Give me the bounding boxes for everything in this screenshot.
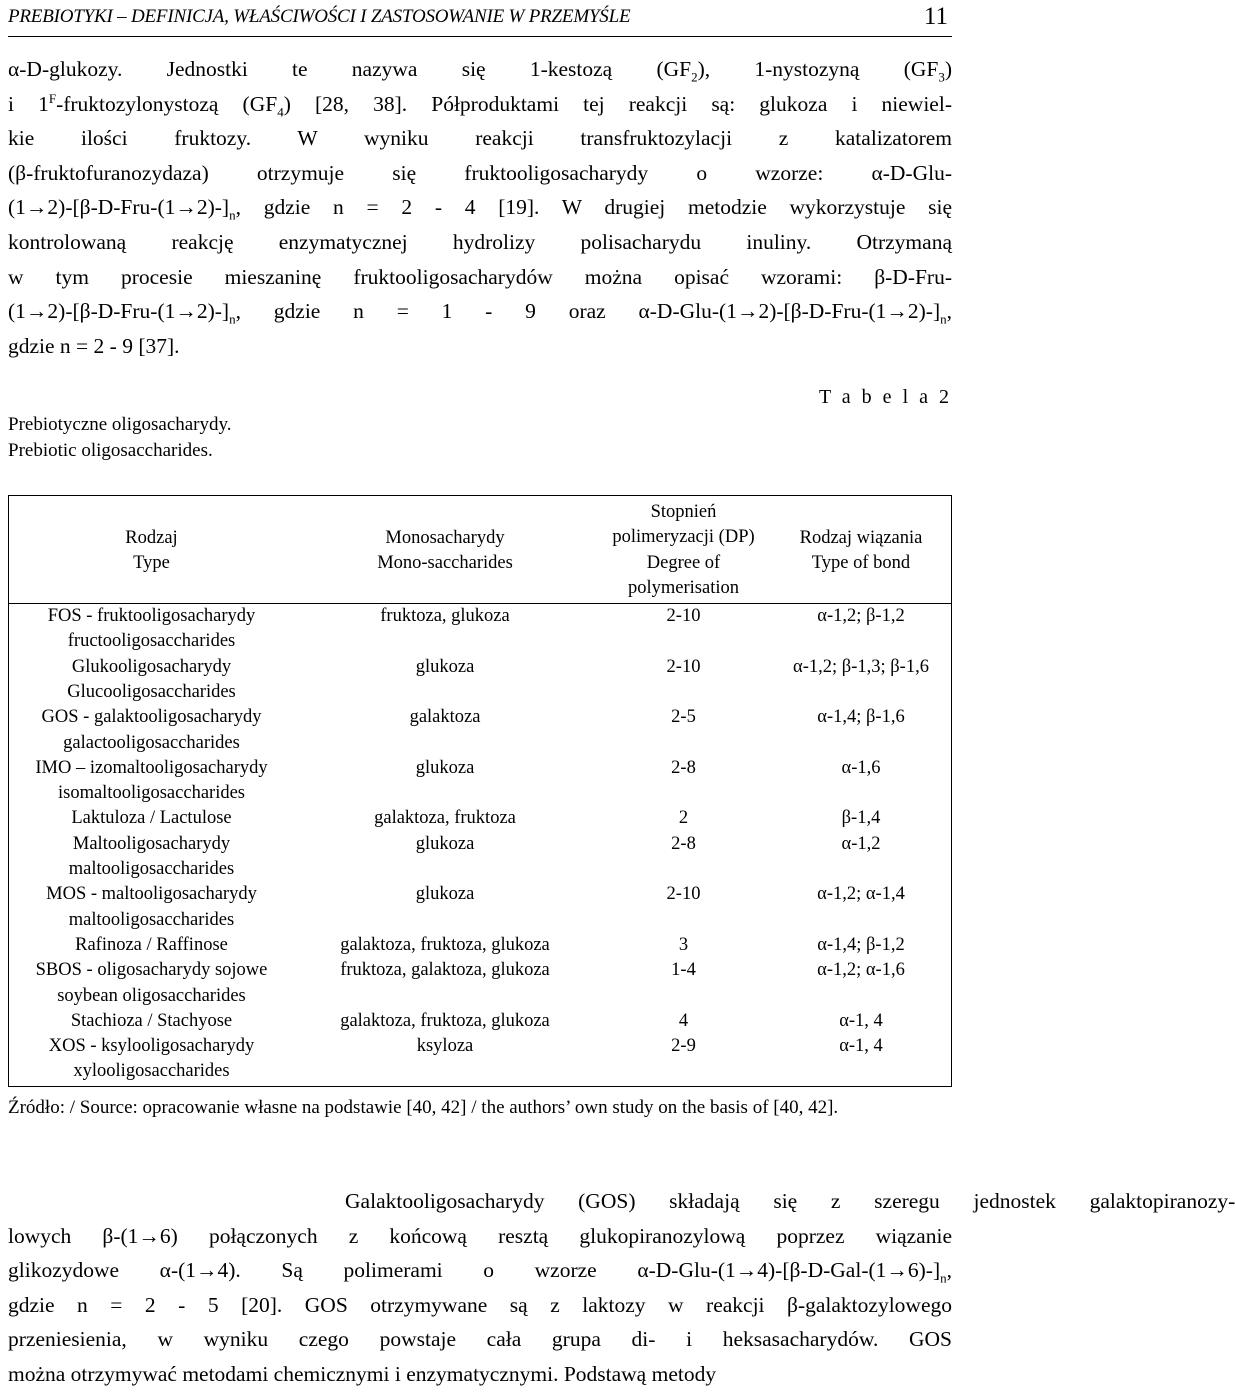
table-source: Źródło: / Source: opracowanie własne na podstawie [40, 42] / the authors’ own study on the basis of [40, 42]. <box>8 1097 839 1118</box>
cell-monosaccharides: glukoza <box>415 656 475 677</box>
paragraph-line: gdzie n = 2 - 5 [20]. GOS otrzymywane są z laktozy w reakcji β-galaktozylowego <box>8 1292 952 1317</box>
table-row <box>9 806 951 831</box>
cell-dp: 2-10 <box>666 884 701 905</box>
cell-bond: α-1,2; α-1,4 <box>817 884 905 905</box>
table-row <box>9 680 951 705</box>
table-label: T a b e l a 2 <box>818 386 952 408</box>
header-type <box>9 526 294 577</box>
cell-type: isomaltooligosaccharides <box>57 783 245 804</box>
table-row <box>9 756 951 781</box>
cell-bond: α-1,2; α-1,6 <box>817 960 905 981</box>
cell-type: MOS - maltooligosacharydy <box>46 884 257 905</box>
cell-type: maltooligosaccharides <box>68 859 235 879</box>
running-header <box>8 0 952 37</box>
header-dp <box>596 500 771 601</box>
cell-bond: α-1,6 <box>841 757 881 778</box>
cell-bond: α-1,2; β-1,3; β-1,6 <box>793 656 929 677</box>
cell-type: soybean oligosaccharides <box>57 985 246 1006</box>
table-row <box>9 604 951 629</box>
paragraph-line: i $1^F$-fruktozylonystozą $(GF_4)$ [28, 38]. Półproduktami tej reakcji są: glukoza i niewiel- <box>8 90 952 119</box>
table-row <box>9 705 951 730</box>
cell-bond: α-1,2 <box>841 833 881 854</box>
cell-monosaccharides: glukoza <box>415 884 475 905</box>
table-row <box>9 629 951 654</box>
header-monosaccharides <box>294 526 596 577</box>
cell-bond: α-1,4; β-1,6 <box>817 707 905 728</box>
cell-monosaccharides: galaktoza, fruktoza, glukoza <box>340 1010 550 1031</box>
cell-bond: α-1, 4 <box>839 1036 883 1057</box>
table-caption-pl: Prebiotyczne oligosacharydy. <box>8 414 232 435</box>
header-dp-line4: polymerisation <box>628 577 739 598</box>
cell-monosaccharides: glukoza <box>415 833 475 854</box>
cell-type: maltooligosaccharides <box>68 909 235 930</box>
cell-monosaccharides: ksyloza <box>416 1036 474 1057</box>
cell-dp: 2-9 <box>671 1036 696 1057</box>
cell-type: Rafinoza / Raffinose <box>75 934 228 955</box>
cell-type: fructooligosaccharides <box>67 631 236 652</box>
paragraph-line: α-D-glukozy. Jednostki te nazywa się 1-kestozą $(GF_2)$, 1-nystozyną $(GF_3)$ <box>8 57 953 85</box>
header-bond-en: Type of bond <box>811 553 911 574</box>
cell-type: Stachioza / Stachyose <box>70 1010 233 1031</box>
cell-type: Glukooligosacharydy <box>71 656 232 677</box>
cell-monosaccharides: galaktoza <box>409 707 481 728</box>
cell-bond: α-1, 4 <box>839 1010 883 1031</box>
cell-dp: 2-5 <box>671 707 696 728</box>
cell-type: Laktuloza / Lactulose <box>71 808 232 829</box>
paragraph-line: gdzie n = 2 - 9 [37]. <box>8 333 180 358</box>
page-number: 11 <box>923 3 948 30</box>
cell-type: Glucooligosaccharides <box>67 681 236 702</box>
table-row <box>9 908 951 933</box>
table-row <box>9 984 951 1009</box>
table-row <box>9 781 951 806</box>
header-type-en: Type <box>133 553 170 574</box>
cell-monosaccharides: fruktoza, galaktoza, glukoza <box>340 960 550 981</box>
table-row <box>9 1034 951 1059</box>
cell-dp: 2-8 <box>671 757 696 778</box>
paragraph-line: Galaktooligosacharydy (GOS) składają się z szeregu jednostek galaktopiranozy- <box>8 1189 1235 1213</box>
paragraph-line: przeniesienia, w wyniku czego powstaje cała grupa di- i heksasacharydów. GOS <box>8 1327 952 1352</box>
cell-type: FOS - fruktooligosacharydy <box>47 606 256 626</box>
table-row <box>9 832 951 857</box>
table-row <box>9 857 951 882</box>
paragraph-line: w tym procesie mieszaninę fruktooligosacharydów można opisać wzorami: β-D-Fru- <box>8 264 952 289</box>
table-row <box>9 1009 951 1034</box>
cell-bond: β-1,4 <box>841 808 881 829</box>
header-monosaccharides-pl: Monosacharydy <box>385 528 505 548</box>
table-row <box>9 933 951 958</box>
table-row <box>9 958 951 983</box>
paragraph-line: kie ilości fruktozy. W wyniku reakcji transfruktozylacji z katalizatorem <box>8 126 952 151</box>
paragraph-line: $(1\to 2)-[\beta-D-Fru-(1\to 2)-]_n$, gdzie n = 1 - 9 oraz $\alpha-D-Glu-(1\to 2)-[\beta-D-Fru-(1\to 2)-]_n$, <box>8 299 952 327</box>
cell-monosaccharides: galaktoza, fruktoza, glukoza <box>340 934 550 955</box>
running-title: PREBIOTYKI – DEFINICJA, WŁAŚCIWOŚCI I ZASTOSOWANIE W PRZEMYŚLE <box>8 6 631 27</box>
cell-bond: α-1,4; β-1,2 <box>817 934 905 955</box>
table-caption-en: Prebiotic oligosaccharides. <box>8 440 213 461</box>
cell-type: galactooligosaccharides <box>63 732 240 753</box>
cell-type: GOS - galaktooligosacharydy <box>41 707 262 728</box>
cell-dp: 3 <box>678 934 689 955</box>
paragraph-line: lowych β-(1→6) połączonych z końcową resztą glukopiranozylową poprzez wiązanie <box>8 1223 952 1248</box>
header-dp-line1: Stopnień <box>650 502 717 522</box>
cell-type: Maltooligosacharydy <box>72 833 231 854</box>
cell-monosaccharides: galaktoza, fruktoza <box>374 808 516 829</box>
oligosaccharides-table <box>8 495 952 1087</box>
table-row <box>9 731 951 756</box>
header-dp-line2: polimeryzacji (DP) <box>612 527 755 548</box>
cell-monosaccharides: glukoza <box>415 757 475 778</box>
paragraph-line: glikozydowe α-(1→4). Są polimerami o wzorze $\alpha-D-Glu-(1\to 4)-[\beta-D-Gal-(1\to 6)-]_n$, <box>8 1258 952 1286</box>
paragraph-1 <box>8 52 952 363</box>
header-monosaccharides-en: Mono-saccharides <box>377 553 513 574</box>
header-type-pl: Rodzaj <box>125 528 178 548</box>
paragraph-line: $(1\to 2)-[\beta-D-Fru-(1\to 2)-]_n$, gdzie n = 2 - 4 [19]. W drugiej metodzie wykorzystuje się <box>8 195 952 223</box>
header-bond-pl: Rodzaj wiązania <box>799 528 923 548</box>
table-header <box>9 496 951 604</box>
paragraph-line: kontrolowaną reakcję enzymatycznej hydrolizy polisacharydu inuliny. Otrzymaną <box>8 229 952 254</box>
cell-dp: 1-4 <box>671 960 696 981</box>
cell-dp: 2-10 <box>666 656 701 677</box>
paragraph-line: można otrzymywać metodami chemicznymi i enzymatycznymi. Podstawą metody <box>8 1361 717 1386</box>
paragraph-2 <box>8 1184 1235 1392</box>
cell-type: IMO – izomaltooligosacharydy <box>35 757 268 778</box>
cell-monosaccharides: fruktoza, glukoza <box>380 606 510 626</box>
table-row <box>9 1059 951 1084</box>
table-caption <box>8 412 232 464</box>
cell-dp: 4 <box>678 1010 689 1031</box>
header-dp-line3: Degree of <box>646 552 721 573</box>
paragraph-line: (β-fruktofuranozydaza) otrzymuje się fruktooligosacharydy o wzorze: α-D-Glu- <box>8 160 952 185</box>
header-bond <box>771 526 951 577</box>
table-row <box>9 655 951 680</box>
table-row <box>9 882 951 907</box>
cell-dp: 2-8 <box>671 833 696 854</box>
cell-dp: 2-10 <box>666 606 701 626</box>
cell-bond: α-1,2; β-1,2 <box>817 606 905 626</box>
cell-dp: 2 <box>678 808 689 829</box>
cell-type: SBOS - oligosacharydy sojowe <box>35 960 268 981</box>
cell-type: XOS - ksylooligosacharydy <box>48 1036 255 1057</box>
cell-type: xylooligosaccharides <box>73 1061 230 1082</box>
